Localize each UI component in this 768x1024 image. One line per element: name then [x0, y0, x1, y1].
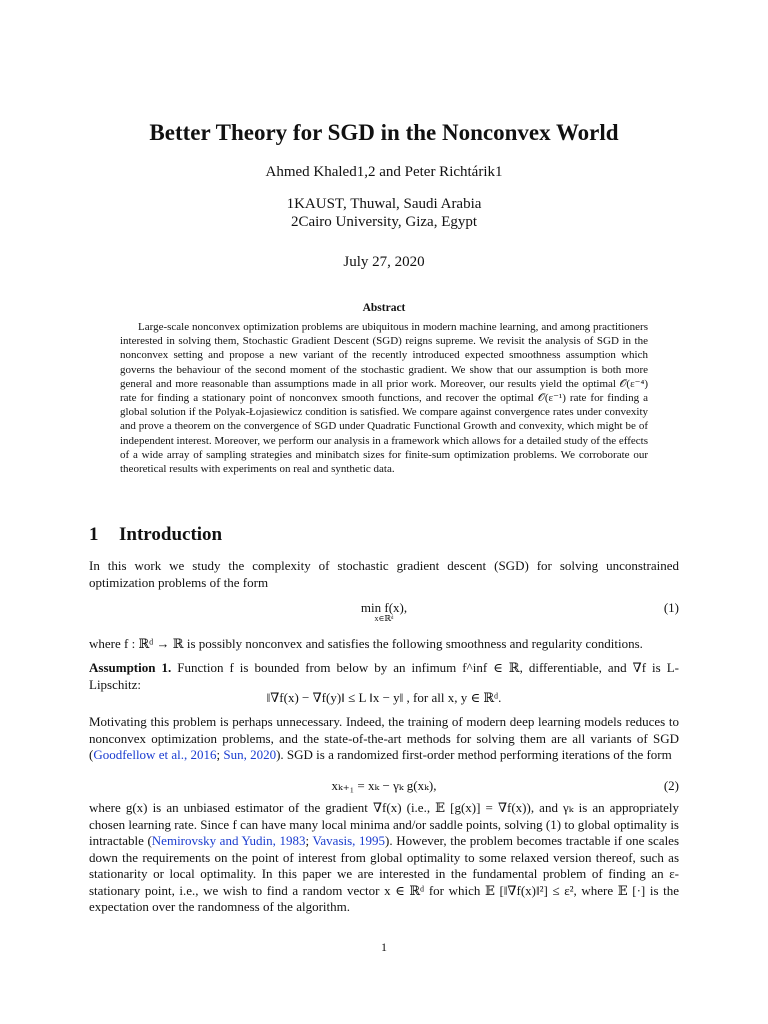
equation-1: [89, 600, 679, 630]
p3-text-a: Motivating this problem is perhaps unnecessary. Indeed, the training of modern deep learning models reduces to nonconvex optimization problems, and the state-of-the-art methods for solving them are all variants of SGD (: [89, 714, 679, 762]
p4-text-b: ;: [305, 833, 313, 848]
intro-paragraph-1: In this work we study the complexity of stochastic gradient descent (SGD) for solving unconstrained optimization problems of the form: [89, 558, 679, 590]
citation-nemirovsky[interactable]: Nemirovsky and Yudin, 1983: [151, 833, 306, 848]
p3-text-c: ). SGD is a randomized first-order method performing iterations of the form: [276, 747, 672, 762]
section-number: 1: [89, 524, 99, 545]
paper-authors: Ahmed Khaled1,2 and Peter Richtárik1: [265, 164, 503, 180]
intro-paragraph-4: [89, 800, 679, 916]
equation-2-tag: (2): [663, 778, 679, 793]
citation-vavasis[interactable]: Vavasis, 1995: [312, 833, 386, 848]
assumption-text: Function f is bounded from below by an infimum f^inf ∈ ℝ, differentiable, and ∇f is L-Lipschitz:: [89, 660, 679, 692]
affiliation-1: 1KAUST, Thuwal, Saudi Arabia: [286, 196, 482, 212]
intro-paragraph-2: where f : ℝᵈ → ℝ is possibly nonconvex and satisfies the following smoothness and regularity conditions.: [89, 636, 643, 651]
affiliation-2: 2Cairo University, Giza, Egypt: [290, 214, 478, 230]
assumption-label: Assumption 1.: [89, 660, 172, 675]
assumption-1: [89, 660, 679, 693]
section-title: Introduction: [119, 524, 223, 545]
p4-text-a: where g(x) is an unbiased estimator of the gradient ∇f(x) (i.e., 𝔼 [g(x)] = ∇f(x)), and γₖ is an appropriately chosen learning rate. Since f can have many local minima and/or saddle points, solving (1) to global optimality is intractable (: [89, 800, 679, 848]
p4-text-c: ). However, the problem becomes tractable if one scales down the requirements on the point of interest from global optimality to some relaxed version thereof, such as stationarity or local optimality. In this paper we are interested in the fundamental problem of finding an ε-stationary point, i.e., we wish to find a random vector x ∈ ℝᵈ for which 𝔼 [‖∇f(x)‖²] ≤ ε², where 𝔼 [·] is the expectation over the randomness of the algorithm.: [89, 833, 680, 914]
p3-text-b: ;: [216, 747, 224, 762]
equation-1-subscript: x∈ℝᵈ: [374, 614, 394, 623]
equation-1-tag: (1): [663, 600, 679, 615]
paper-date: July 27, 2020: [343, 254, 425, 270]
abstract-text: Large-scale nonconvex optimization problems are ubiquitous in modern machine learning, and among practitioners interested in solving them, Stochastic Gradient Descent (SGD) reigns supreme. We revisit the analysis of SGD in the nonconvex setting and propose a new variant of the recently introduced expected smoothness assumption which governs the behaviour of the second moment of the stochastic gradient. We show that our assumption is both more general and more reasonable than assumptions made in all prior work. Moreover, our results yield the optimal 𝒪(ε⁻⁴) rate for finding a stationary point of nonconvex smooth functions, and recover the optimal 𝒪(ε⁻¹) rate for finding a global solution if the Polyak-Łojasiewicz condition is satisfied. We compare against convergence rates under convexity and prove a theorem on the convergence of SGD under Quadratic Functional Growth and convexity, which might be of independent interest. Moreover, we perform our analysis in a framework which allows for a detailed study of the effects of a wide array of sampling strategies and minibatch sizes for finite-sum optimization problems. We corroborate our theoretical results with experiments on real and synthetic data.: [120, 321, 648, 476]
section-heading: [89, 524, 222, 546]
paper-title: Better Theory for SGD in the Nonconvex World: [149, 120, 619, 145]
intro-paragraph-3: [89, 714, 679, 764]
equation-1-body: min f(x),: [360, 600, 408, 615]
abstract-heading: Abstract: [362, 302, 406, 314]
citation-goodfellow[interactable]: Goodfellow et al., 2016: [93, 747, 217, 762]
equation-2-body: xₖ₊₁ = xₖ − γₖ g(xₖ),: [331, 778, 437, 793]
citation-sun[interactable]: Sun, 2020: [223, 747, 277, 762]
assumption-equation-body: ‖∇f(x) − ∇f(y)‖ ≤ L ‖x − y‖ , for all x, y ∈ ℝᵈ.: [266, 690, 502, 705]
page-number: 1: [381, 940, 387, 954]
